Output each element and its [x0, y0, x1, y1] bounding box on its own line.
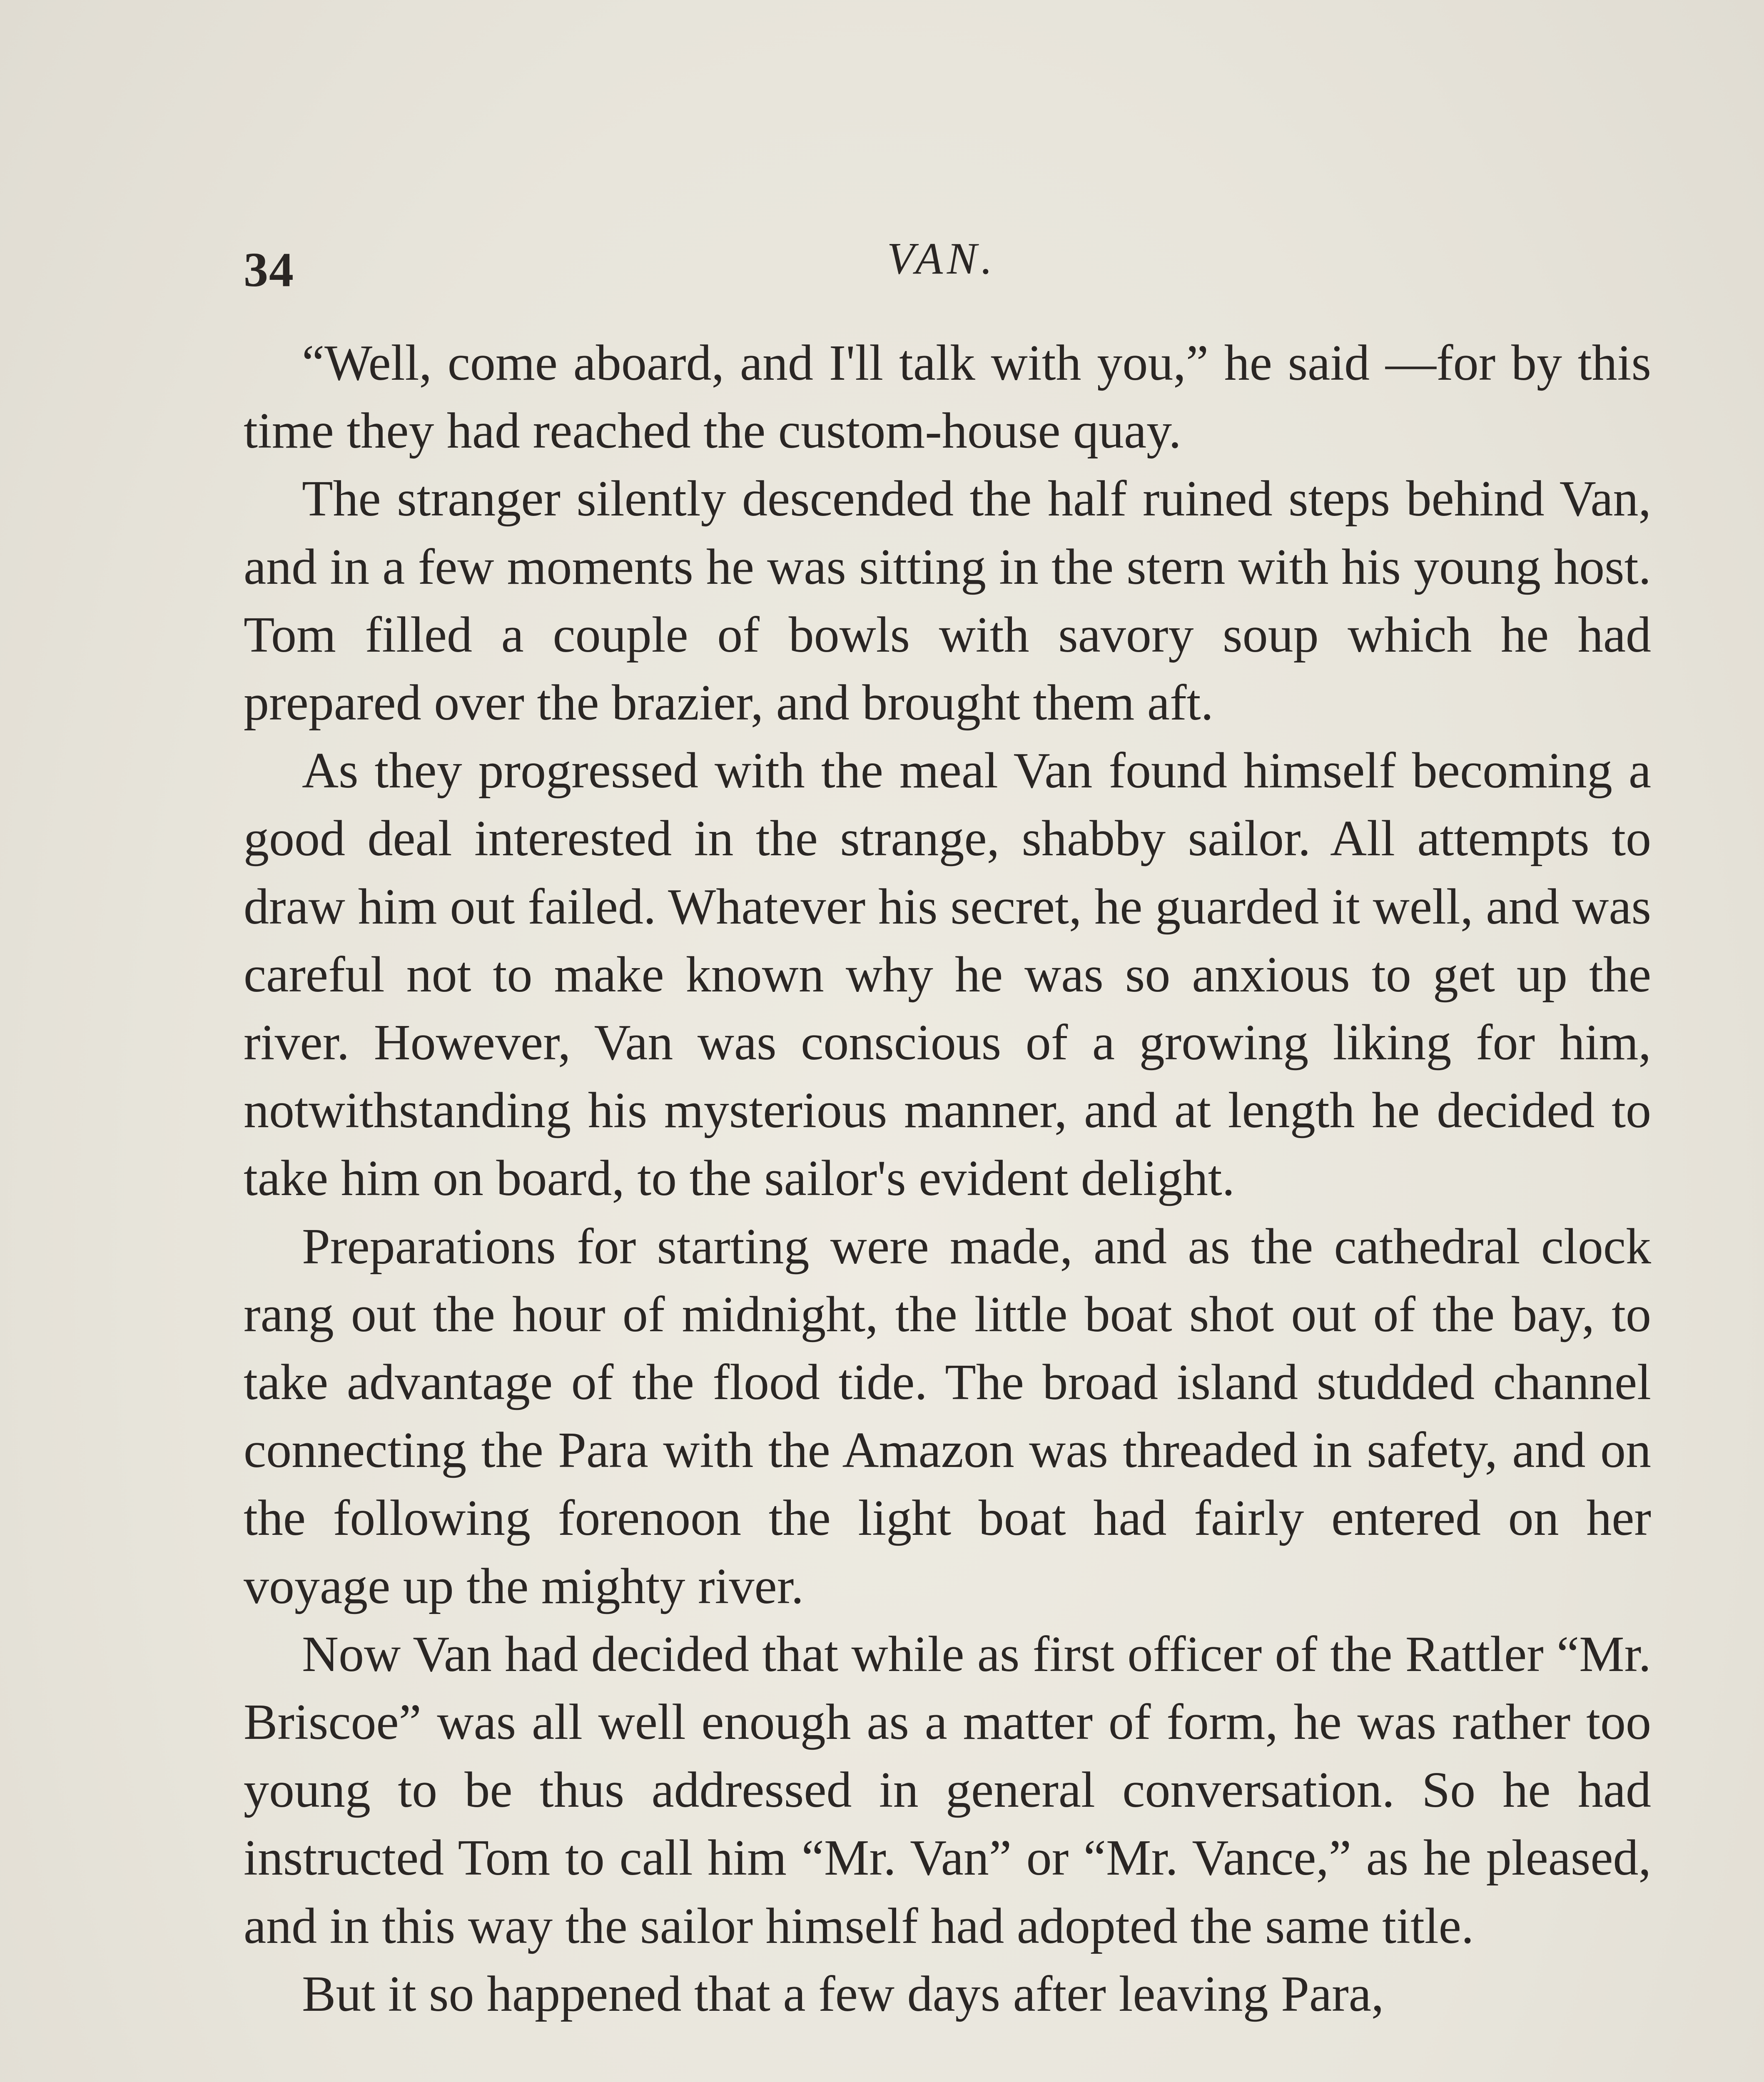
paragraph-1: “Well, come aboard, and I'll talk with you,” he said —for by this time they had reached the custom-house quay. [244, 335, 1651, 459]
paragraph-3: As they progressed with the meal Van found himself becoming a good deal interested in the strange, shabby sailor. All attempts to draw him out failed. Whatever his secret, he guarded it well, and was careful not to make known why he was so anxious to get up the river. However, Van was conscious of a growing liking for him, notwithstanding his mysterious manner, and at length he decided to take him on board, to the sailor's evident delight. [244, 742, 1651, 1207]
paragraph-5: Now Van had decided that while as first officer of the Rattler “Mr. Briscoe” was all well enough as a matter of form, he was rather too young to be thus addressed in general conversation. So he had instructed Tom to call him “Mr. Van” or “Mr. Vance,” as he pleased, and in this way the sailor himself had adopted the same title. [244, 1626, 1651, 1954]
page-number: 34 [244, 242, 294, 297]
running-head [0, 233, 1764, 296]
running-title: VAN. [887, 234, 997, 284]
body-text [244, 329, 1651, 2028]
paragraph-2: The stranger silently descended the half ruined steps behind Van, and in a few moments he was sitting in the stern with his young host. Tom filled a couple of bowls with savory soup which he had prepared over the brazier, and brought them aft. [244, 471, 1651, 731]
paragraph-4: Preparations for starting were made, and as the cathedral clock rang out the hour of midnight, the little boat shot out of the bay, to take advantage of the flood tide. The broad island studded channel connecting the Para with the Amazon was threaded in safety, and on the following forenoon the light boat had fairly entered on her voyage up the mighty river. [244, 1218, 1651, 1614]
paragraph-6: But it so happened that a few days after leaving Para, [302, 1965, 1384, 2022]
